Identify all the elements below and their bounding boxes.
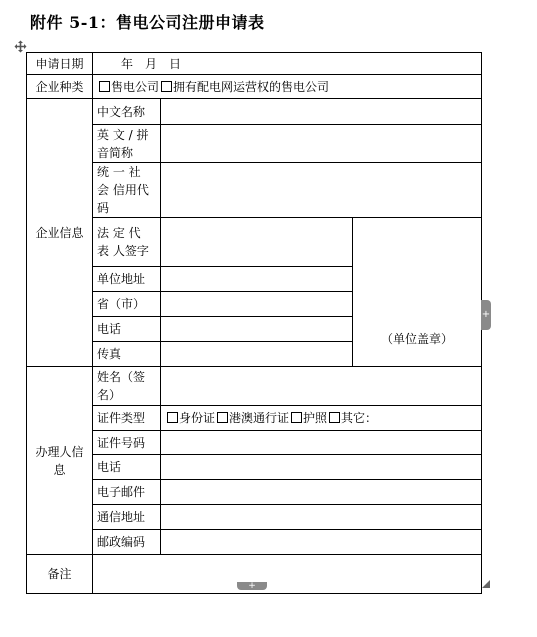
cn-name-input[interactable] [161,99,482,125]
company-phone-input[interactable] [161,317,353,342]
email-label: 电子邮件 [93,480,161,505]
checkbox-passport[interactable] [291,412,302,423]
id-number-label: 证件号码 [93,431,161,455]
seal-area [353,218,482,367]
id-type-label: 证件类型 [93,406,161,431]
remarks-input[interactable] [93,555,482,594]
agent-phone-input[interactable] [161,455,482,480]
add-column-plus-icon[interactable]: + [481,300,491,330]
company-info-label: 企业信息 [27,99,93,367]
checkbox-id-card[interactable] [167,412,178,423]
agent-phone-label: 电话 [93,455,161,480]
add-row-plus-icon[interactable]: + [237,582,267,590]
checkbox-other[interactable] [329,412,340,423]
postcode-label: 邮政编码 [93,530,161,555]
credit-code-input[interactable] [161,163,482,218]
address-input[interactable] [161,267,353,292]
en-name-label: 英 文 / 拼 音简称 [93,125,161,163]
checkbox-distribution-company[interactable] [161,81,172,92]
checkbox-hk-macau-pass[interactable] [217,412,228,423]
agent-info-label: 办理人信息 [27,367,93,555]
id-type-field [161,406,482,431]
document-title: 附件 5-1：售电公司注册申请表 [30,13,265,32]
option-other: 其它： [341,411,378,425]
email-input[interactable] [161,480,482,505]
legal-rep-label: 法 定 代 表 人签字 [93,218,161,267]
company-type-label: 企业种类 [27,75,93,99]
apply-date-label: 申请日期 [27,53,93,75]
option-passport: 护照 [303,411,328,425]
credit-code-label: 统 一 社 会 信用代码 [93,163,161,218]
option-id-card: 身份证 [179,411,216,425]
province-label: 省（市） [93,292,161,317]
mail-address-label: 通信地址 [93,505,161,530]
address-label: 单位地址 [93,267,161,292]
legal-rep-input[interactable] [161,218,353,267]
registration-form-table [26,52,482,594]
agent-name-label: 姓名（签名） [93,367,161,406]
seal-label: （单位盖章） [381,332,454,346]
option-retail-company: 售电公司 [111,79,160,94]
checkbox-retail-company[interactable] [99,81,110,92]
option-hk-macau-pass: 港澳通行证 [229,411,290,425]
agent-name-input[interactable] [161,367,482,406]
company-phone-label: 电话 [93,317,161,342]
fax-input[interactable] [161,342,353,367]
en-name-input[interactable] [161,125,482,163]
postcode-input[interactable] [161,530,482,555]
id-number-input[interactable] [161,431,482,455]
option-distribution-company: 拥有配电网运营权的售电公司 [173,79,330,94]
province-input[interactable] [161,292,353,317]
apply-date-value: 年 月 日 [121,56,182,71]
fax-label: 传真 [93,342,161,367]
cn-name-label: 中文名称 [93,99,161,125]
company-type-field [93,75,482,99]
table-resize-handle-icon[interactable] [482,580,490,588]
mail-address-input[interactable] [161,505,482,530]
remarks-label: 备注 [27,555,93,594]
apply-date-field[interactable] [93,53,482,75]
